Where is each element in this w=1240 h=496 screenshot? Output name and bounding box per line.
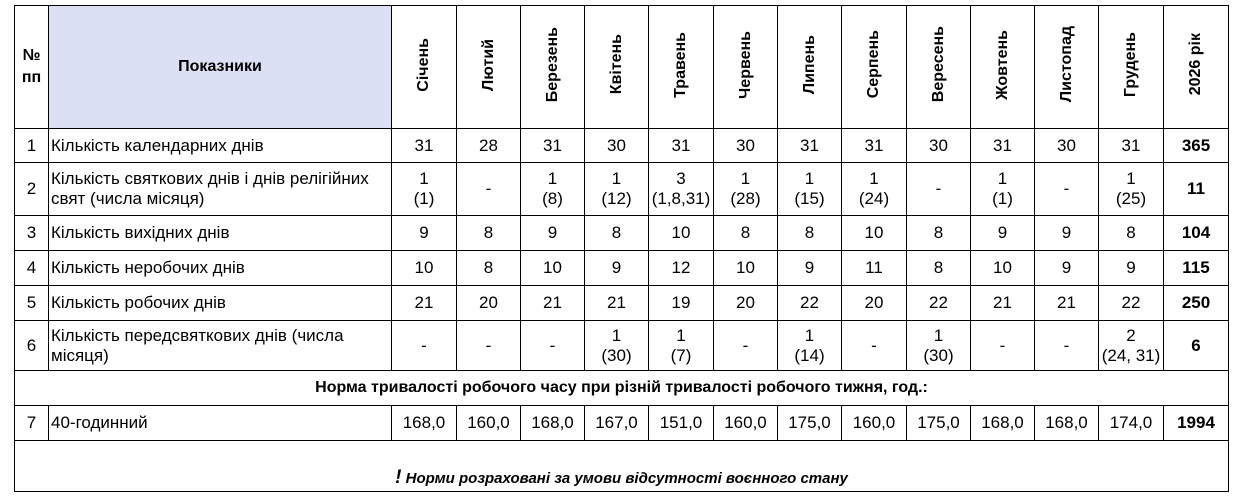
row-label: Кількість передсвяткових днів (числа місяця): [49, 321, 392, 371]
month-header: [778, 6, 842, 129]
month-header-label: Лютий: [479, 38, 497, 91]
day-count: -: [485, 179, 492, 198]
month-header: [907, 6, 971, 129]
indicators-header-label: Показники: [178, 58, 262, 75]
year-header-label: 2026 рік: [1187, 33, 1204, 96]
footnote-text: Норми розраховані за умови відсутності воєнного стану: [401, 470, 848, 487]
month-value: [1035, 321, 1099, 371]
month-header-label: Серпень: [865, 30, 882, 99]
day-count: 1: [933, 325, 944, 345]
month-value: 28: [457, 129, 521, 163]
row-number: 6: [15, 321, 49, 371]
month-value: [649, 321, 714, 371]
day-count: -: [871, 335, 877, 355]
table-row: [15, 406, 1229, 441]
year-total: 250: [1164, 286, 1229, 321]
day-dates: (15): [794, 189, 825, 208]
day-count: 1: [997, 169, 1008, 188]
month-value: [1035, 163, 1099, 216]
day-dates: (1): [992, 189, 1013, 208]
month-value: 21: [1035, 286, 1099, 321]
day-count: -: [999, 335, 1006, 355]
month-value: 8: [457, 216, 521, 251]
month-value: [971, 321, 1035, 371]
row-number: 4: [15, 251, 49, 286]
month-header-label: Березень: [543, 26, 561, 103]
month-header-label: Жовтень: [993, 29, 1011, 100]
month-value: 9: [585, 251, 649, 286]
day-dates: (30): [923, 345, 954, 365]
month-value: 8: [778, 216, 842, 251]
month-value: 31: [1099, 129, 1164, 163]
month-value: [971, 163, 1035, 216]
month-value: 10: [649, 216, 714, 251]
month-hours: 175,0: [907, 406, 971, 441]
day-count: 1: [869, 169, 879, 188]
month-value: 31: [778, 129, 842, 163]
month-value: 21: [585, 286, 649, 321]
row-label: 40-годинний: [49, 406, 392, 441]
row-label: Кількість святкових днів і днів релігійних свят (числа місяця): [49, 163, 392, 216]
month-hours: 175,0: [778, 406, 842, 441]
day-dates: (12): [601, 189, 632, 208]
month-hours: 167,0: [585, 406, 649, 441]
row-number: 3: [15, 216, 49, 251]
month-value: [1099, 163, 1164, 216]
row-label: Кількість календарних днів: [49, 129, 392, 163]
section-title: Норма тривалості робочого часу при різній тривалості робочого тижня, год.:: [15, 371, 1229, 406]
month-value: 8: [714, 216, 778, 251]
month-value: 31: [521, 129, 585, 163]
year-total: 365: [1164, 129, 1229, 163]
day-count: 1: [676, 325, 686, 345]
day-dates: (1): [413, 189, 435, 208]
table-row: [15, 321, 1229, 371]
year-total: 6: [1164, 321, 1229, 371]
indicators-column-header: [49, 6, 392, 129]
day-count: -: [742, 335, 749, 355]
month-hours: 168,0: [521, 406, 585, 441]
number-header-line2: пп: [21, 69, 42, 86]
month-value: 31: [842, 129, 907, 163]
month-value: 21: [392, 286, 457, 321]
month-header: [714, 6, 778, 129]
month-value: [521, 321, 585, 371]
row-number: 2: [15, 163, 49, 216]
month-value: 9: [971, 216, 1035, 251]
month-header-label: Вересень: [929, 26, 947, 103]
day-count: 1: [804, 169, 815, 188]
month-value: 30: [1035, 129, 1099, 163]
month-value: 30: [907, 129, 971, 163]
row-number: 7: [15, 406, 49, 441]
month-value: [907, 321, 971, 371]
month-value: [778, 163, 842, 216]
month-header-label: Травень: [672, 31, 689, 98]
month-value: 10: [971, 251, 1035, 286]
month-value: 9: [521, 216, 585, 251]
month-value: [585, 163, 649, 216]
month-value: 30: [585, 129, 649, 163]
month-header: [649, 6, 714, 129]
day-count: 1: [804, 325, 815, 345]
month-value: 11: [842, 251, 907, 286]
day-dates: (8): [542, 189, 563, 208]
month-hours: 160,0: [714, 406, 778, 441]
month-value: 31: [649, 129, 714, 163]
month-header-label: Листопад: [1057, 26, 1075, 103]
month-header-label: Квітень: [607, 34, 625, 95]
month-header: [585, 6, 649, 129]
month-header: [521, 6, 585, 129]
day-count: -: [1063, 179, 1070, 198]
month-header: [1099, 6, 1164, 129]
day-count: -: [421, 335, 427, 355]
month-hours: 160,0: [457, 406, 521, 441]
month-hours: 168,0: [1035, 406, 1099, 441]
month-header: [971, 6, 1035, 129]
table-row: [15, 251, 1229, 286]
row-number: 1: [15, 129, 49, 163]
table-row: [15, 129, 1229, 163]
day-dates: (7): [670, 345, 692, 365]
table-row: [15, 286, 1229, 321]
month-value: 10: [392, 251, 457, 286]
month-value: 20: [714, 286, 778, 321]
day-dates: (25): [1115, 189, 1147, 208]
month-value: 8: [907, 251, 971, 286]
month-hours: 174,0: [1099, 406, 1164, 441]
row-number: 5: [15, 286, 49, 321]
month-value: 31: [971, 129, 1035, 163]
month-value: [714, 321, 778, 371]
year-total: 115: [1164, 251, 1229, 286]
day-count: 1: [611, 169, 622, 188]
year-total: 11: [1164, 163, 1229, 216]
month-header: [1035, 6, 1099, 129]
day-count: 1: [547, 169, 558, 188]
month-value: 19: [649, 286, 714, 321]
month-value: 30: [714, 129, 778, 163]
month-header-label: Січень: [415, 37, 432, 92]
month-value: 21: [521, 286, 585, 321]
month-header-label: Червень: [736, 30, 754, 99]
month-header-label: Грудень: [1122, 31, 1139, 98]
month-value: 8: [457, 251, 521, 286]
day-count: -: [1063, 335, 1070, 355]
month-value: [1099, 321, 1164, 371]
month-value: 10: [842, 216, 907, 251]
day-count: 1: [1126, 169, 1136, 188]
month-header: [842, 6, 907, 129]
month-value: 9: [1035, 216, 1099, 251]
day-count: 1: [611, 325, 622, 345]
month-hours: 168,0: [971, 406, 1035, 441]
working-time-table: [14, 5, 1229, 492]
month-hours: 151,0: [649, 406, 714, 441]
note-row: [15, 441, 1229, 492]
number-header-line1: №: [22, 47, 41, 64]
month-value: 31: [392, 129, 457, 163]
month-hours: 160,0: [842, 406, 907, 441]
section-row: [15, 371, 1229, 406]
table-row: [15, 163, 1229, 216]
month-value: [457, 321, 521, 371]
day-count: -: [935, 179, 942, 198]
year-header: [1164, 6, 1229, 129]
month-value: 22: [907, 286, 971, 321]
month-value: 22: [778, 286, 842, 321]
month-value: [392, 163, 457, 216]
month-value: [842, 163, 907, 216]
day-count: -: [549, 335, 556, 355]
day-dates: (14): [794, 345, 825, 365]
day-dates: (1,8,31): [651, 189, 711, 208]
month-header: [457, 6, 521, 129]
month-value: 22: [1099, 286, 1164, 321]
day-count: 2: [1126, 325, 1136, 345]
day-dates: (28): [730, 189, 761, 208]
month-value: 10: [714, 251, 778, 286]
month-value: 8: [907, 216, 971, 251]
year-total: 104: [1164, 216, 1229, 251]
month-value: [778, 321, 842, 371]
month-hours: 168,0: [392, 406, 457, 441]
day-count: -: [485, 335, 492, 355]
month-value: [842, 321, 907, 371]
month-value: 8: [1099, 216, 1164, 251]
month-header-label: Липень: [800, 34, 818, 95]
month-value: [714, 163, 778, 216]
row-label: Кількість неробочих днів: [49, 251, 392, 286]
month-value: 12: [649, 251, 714, 286]
month-value: 9: [392, 216, 457, 251]
number-column-header: [15, 6, 49, 129]
table-row: [15, 216, 1229, 251]
day-dates: (24): [858, 189, 890, 208]
month-header: [392, 6, 457, 129]
footnote: [15, 441, 1229, 492]
row-label: Кількість робочих днів: [49, 286, 392, 321]
day-dates: (30): [601, 345, 632, 365]
row-label: Кількість вихідних днів: [49, 216, 392, 251]
month-value: [521, 163, 585, 216]
header-row: [15, 6, 1229, 129]
month-value: 9: [778, 251, 842, 286]
month-value: [457, 163, 521, 216]
month-value: 10: [521, 251, 585, 286]
day-dates: (24, 31): [1101, 345, 1161, 365]
day-count: 3: [676, 169, 686, 188]
month-value: [907, 163, 971, 216]
day-count: 1: [419, 169, 429, 188]
month-value: [392, 321, 457, 371]
month-value: 20: [842, 286, 907, 321]
month-value: 9: [1035, 251, 1099, 286]
month-value: 21: [971, 286, 1035, 321]
day-count: 1: [740, 169, 751, 188]
month-value: 9: [1099, 251, 1164, 286]
year-total: 1994: [1164, 406, 1229, 441]
exclamation-mark: !: [395, 467, 402, 488]
month-value: [649, 163, 714, 216]
month-value: 8: [585, 216, 649, 251]
month-value: 20: [457, 286, 521, 321]
month-value: [585, 321, 649, 371]
